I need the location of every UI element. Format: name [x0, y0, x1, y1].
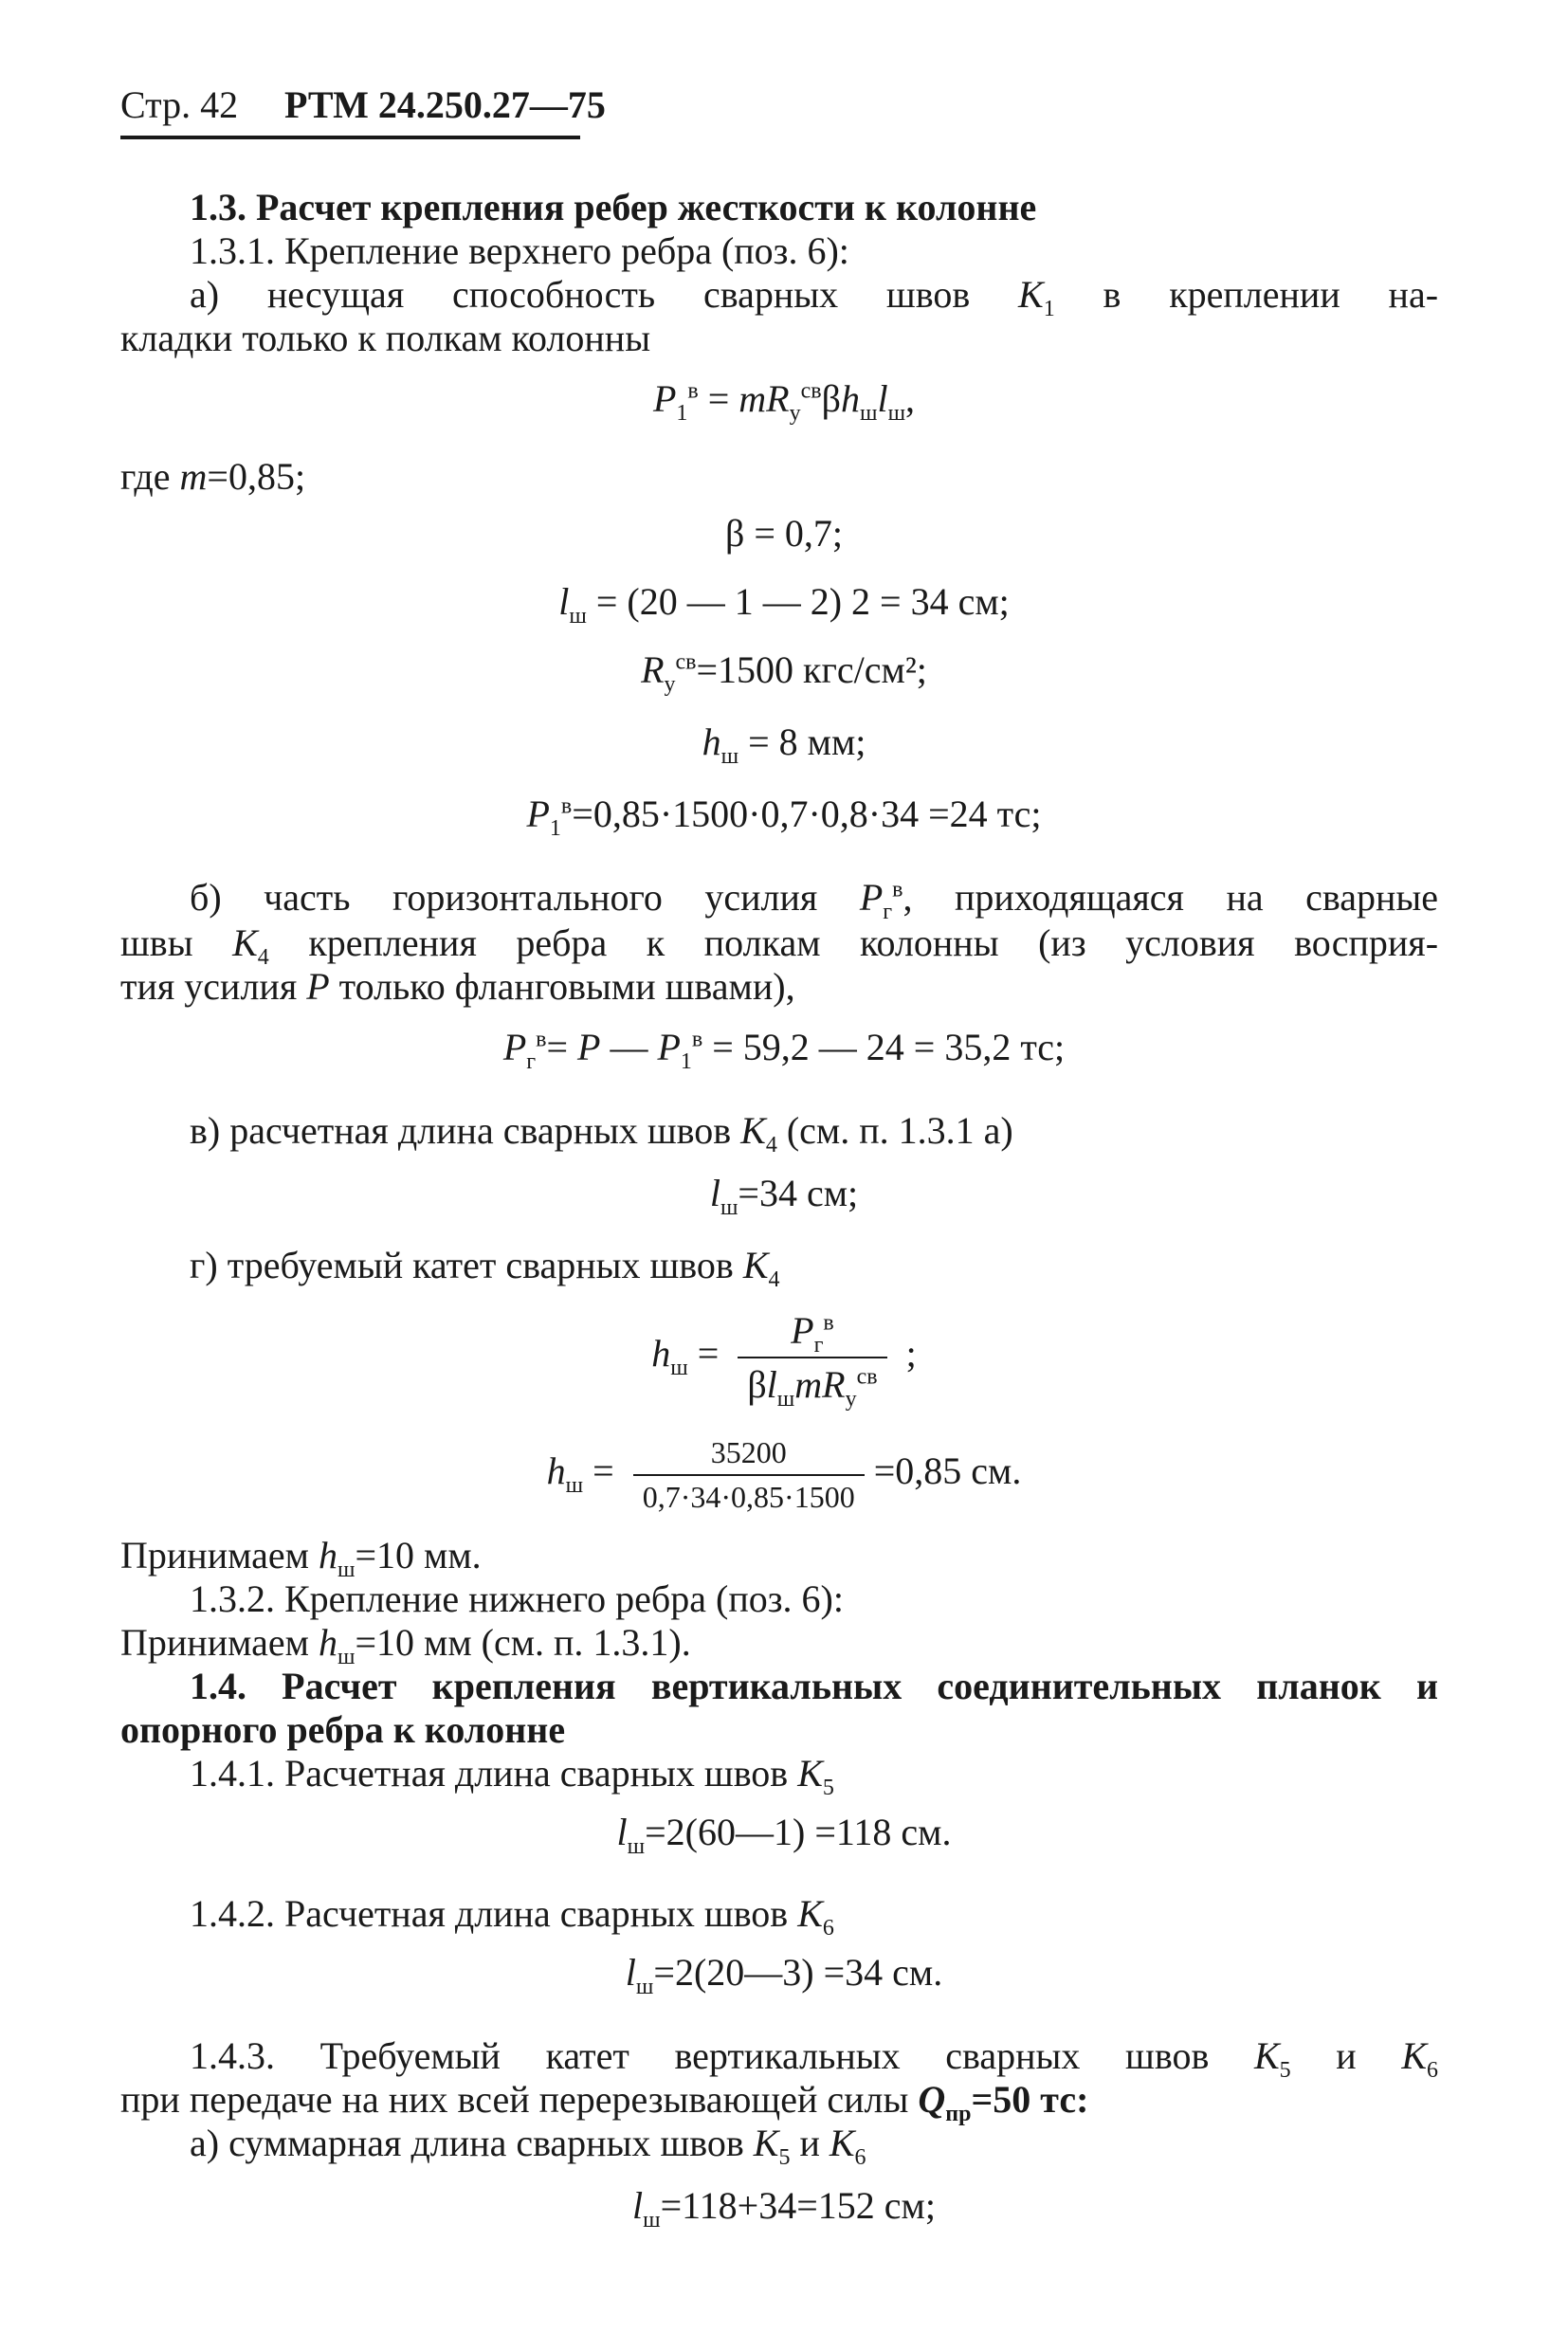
item-b-line3: тия усилия P только фланговыми швами), — [120, 965, 795, 1008]
item-b-line1: б) часть горизонтального усилия $P_г^в$, приходящаяся на сварные — [190, 876, 1439, 924]
formula-142: $l_ш=2(20—3) =34$ см. — [625, 1951, 943, 1999]
formula-h-numeric: $h_ш$ = $\frac{35200}{0,7\cdot 34\cdot 0,85\cdot 1500}$ =0,85 см. — [546, 1435, 1022, 1514]
section-1-3-title: 1.3. Расчет крепления ребер жесткости к колонне — [190, 186, 1037, 228]
paragraph-1-3-1: 1.3.1. Крепление верхнего ребра (поз. 6): — [190, 229, 849, 272]
item-g: г) требуемый катет сварных швов $K_4$ — [190, 1244, 780, 1292]
where-m: где m=0,85; — [120, 455, 306, 498]
paragraph-1-4-3-line1: 1.4.3. Требуемый катет вертикальных сварных швов $K_5$ и $K_6$ — [190, 2034, 1438, 2083]
accept-h-1: Принимаем $h_ш=10$ мм. — [120, 1534, 482, 1582]
item-a-line1: а) несущая способность сварных швов $K_1$ в креплении на- — [190, 273, 1439, 321]
formula-l: $l_ш = (20$ — 1 — 2) 2 = 34 см; — [558, 580, 1010, 629]
formula-R: $R_у^{св}=1500$ кгс/см²; — [641, 648, 927, 697]
document-code: РТМ 24.250.27—75 — [284, 83, 606, 126]
accept-h-2: Принимаем $h_ш=10$ мм (см. п. 1.3.1). — [120, 1621, 691, 1669]
formula-h: $h_ш = 8$ мм; — [702, 720, 866, 769]
formula-Pg: $P_г^в= P$ — $P_1^в = 59,2$ — 24 = 35,2 тс; — [502, 1026, 1066, 1074]
item-v: в) расчетная длина сварных швов $K_4$ (см. п. 1.3.1 а) — [190, 1109, 1013, 1157]
paragraph-1-3-2: 1.3.2. Крепление нижнего ребра (поз. 6): — [190, 1577, 844, 1620]
paragraph-1-4-1: 1.4.1. Расчетная длина сварных швов $K_5$ — [190, 1752, 834, 1800]
header-rule — [120, 136, 580, 139]
formula-l34: $l_ш=34$ см; — [709, 1172, 859, 1220]
formula-beta: β = 0,7; — [724, 512, 844, 555]
formula-141: $l_ш=2(60—1) =118$ см. — [616, 1811, 952, 1859]
paragraph-1-4-3-line2: при передаче на них всей перерезывающей силы $Q_{пр}=50$ тс: — [120, 2078, 1089, 2126]
formula-P1: $P_1^в = mR_у^{св}\beta h_шl_ш$, — [652, 377, 916, 426]
item-a-line2: кладки только к полкам колонны — [120, 317, 651, 359]
formula-h-fraction: $h_ш$ = $\frac{P_г^в}{\beta l_шmR_у^{св}}$ ; — [651, 1309, 917, 1412]
section-1-4-title-line2: опорного ребра к колонне — [120, 1708, 566, 1751]
paragraph-1-4-2: 1.4.2. Расчетная длина сварных швов $K_6$ — [190, 1892, 834, 1941]
item-b-line2: швы $K_4$ крепления ребра к полкам колонны (из условия восприя- — [120, 921, 1439, 970]
formula-sum: $l_ш=118+34=152$ см; — [632, 2184, 936, 2233]
formula-P1-value: $P_1^в=0,85\cdot 1500\cdot 0,7\cdot 0,8\cdot 34 =24$ тс; — [526, 793, 1042, 841]
section-1-4-title-line1: 1.4. Расчет крепления вертикальных соединительных планок и — [190, 1665, 1438, 1707]
page-number: Стр. 42 — [120, 83, 239, 126]
item-a-sum: а) суммарная длина сварных швов $K_5$ и $K_6$ — [190, 2122, 866, 2170]
